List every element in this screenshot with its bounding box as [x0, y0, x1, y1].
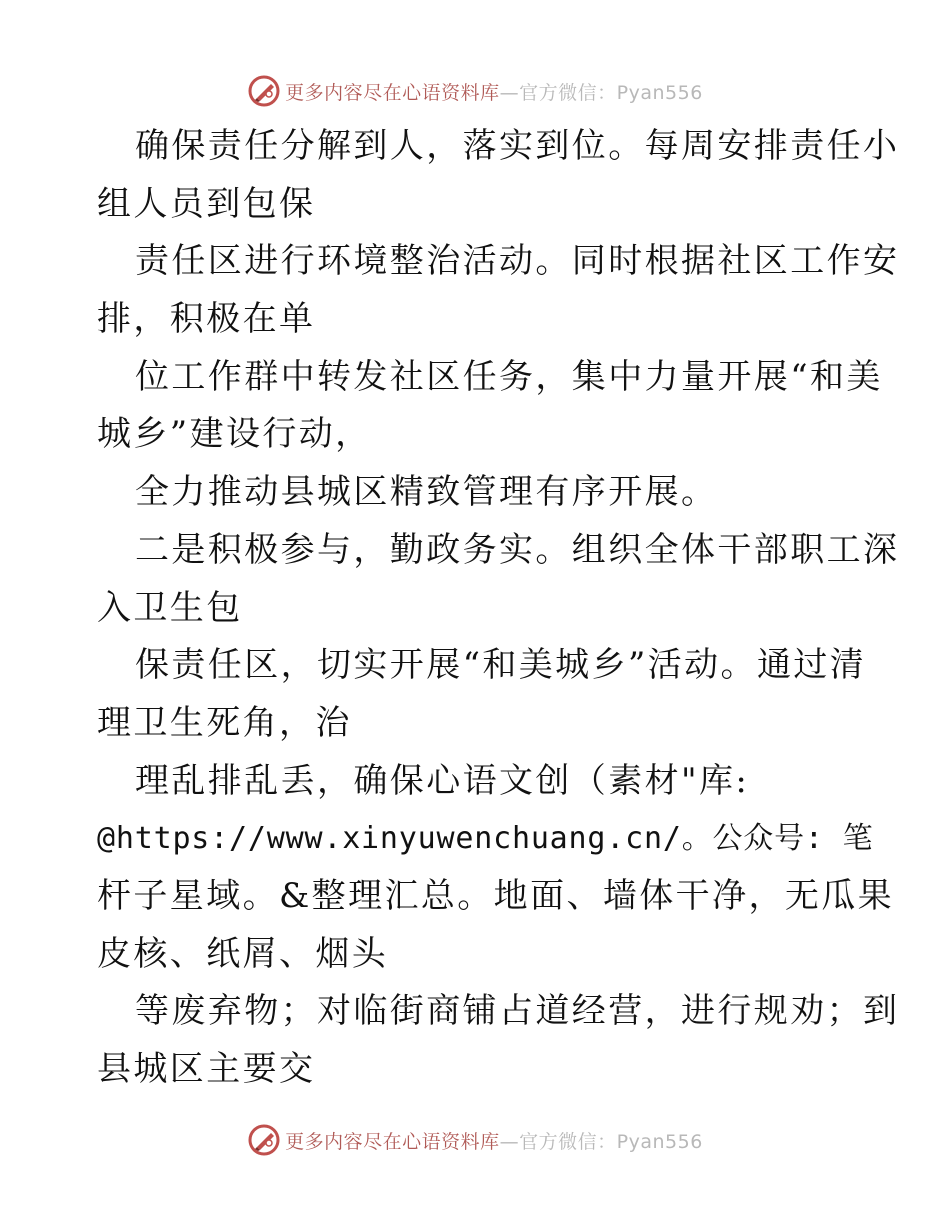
- body-line: 二是积极参与，勤政务实。组织全体干部职工深: [135, 529, 900, 570]
- body-line: 入卫生包: [97, 587, 243, 628]
- header-brand-tag: —官方微信：Pyan556: [499, 81, 703, 104]
- body-line: 皮核、纸屑、烟头: [97, 933, 389, 974]
- body-line: 县城区主要交: [97, 1049, 316, 1089]
- body-line: 确保责任分解到人，落实到位。每周安排责任小: [135, 126, 900, 166]
- body-line: 全力推动县城区精致管理有序开展。: [135, 472, 718, 513]
- body-line: 组人员到包保: [97, 183, 316, 224]
- body-line: 理卫生死角，治: [97, 702, 352, 743]
- body-line: 理乱排乱丢，确保心语文创（素材"库:: [135, 760, 750, 801]
- body-line: 位工作群中转发社区任务，集中力量开展“和美: [135, 356, 883, 397]
- logo-icon: [247, 1123, 281, 1157]
- header-brand-text: [285, 78, 703, 105]
- footer-brand-name: 更多内容尽在心语资料库: [285, 1130, 500, 1153]
- body-line-url[interactable]: @https://www.xinyuwenchuang.cn/。公众号: 笔: [97, 821, 874, 857]
- footer-brand[interactable]: [247, 1123, 703, 1157]
- document-body: [97, 118, 900, 1099]
- body-line: 城乡”建设行动，: [97, 414, 372, 455]
- body-line: 排，积极在单: [97, 299, 316, 340]
- header-brand-name: 更多内容尽在心语资料库: [285, 81, 500, 104]
- body-line: 杆子星域。&整理汇总。地面、墙体干净，无瓜果: [97, 875, 895, 916]
- page-header: [0, 71, 950, 111]
- footer-brand-tag: —官方微信：Pyan556: [499, 1130, 703, 1153]
- body-line: 保责任区，切实开展“和美城乡”活动。通过清: [135, 645, 867, 686]
- body-line: 等废弃物；对临街商铺占道经营，进行规劝；到: [135, 991, 900, 1032]
- footer-brand-text: [285, 1127, 703, 1154]
- logo-icon: [247, 74, 281, 108]
- header-brand[interactable]: [247, 74, 703, 108]
- page-footer: [0, 1120, 950, 1160]
- body-line: 责任区进行环境整治活动。同时根据社区工作安: [135, 241, 900, 282]
